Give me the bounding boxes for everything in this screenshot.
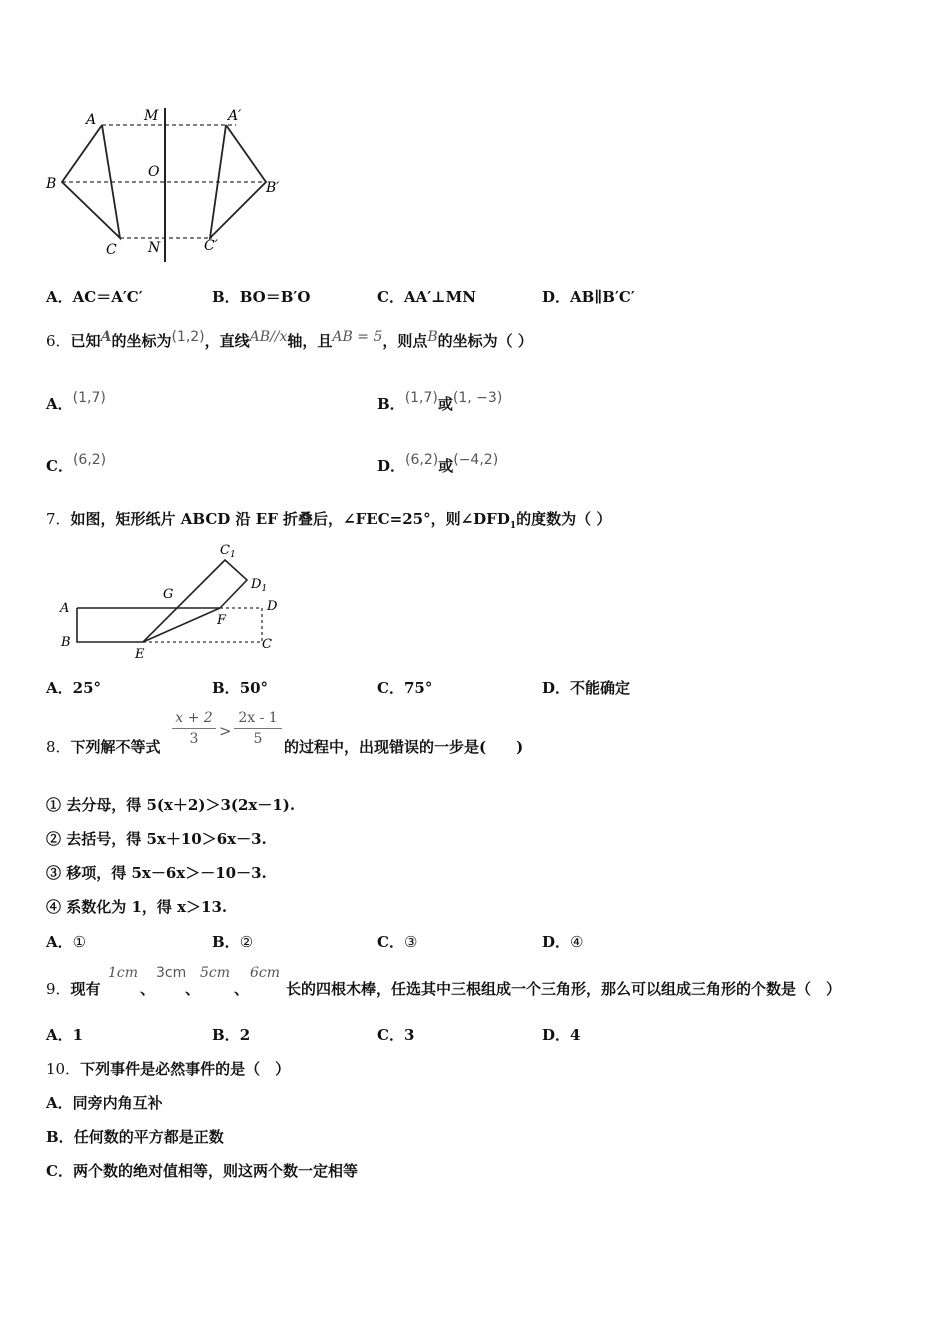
q8-fraction-1-den: 3 [189, 731, 199, 747]
q6-option-b[interactable] [377, 390, 503, 414]
q7-text-tail: 的度数为（ ） [516, 510, 612, 528]
q6-option-d-value-2: (−4,2) [453, 452, 499, 468]
q7-text: 如图，矩形纸片 ABCD 沿 EF 折叠后，∠FEC=25°，则∠DFD [70, 510, 510, 528]
q5-option-d-letter: D． [542, 288, 571, 306]
fig7-label-C: C [262, 637, 272, 652]
q6-option-d-value-1: (6,2) [405, 452, 439, 468]
q8-fraction-2 [234, 710, 282, 747]
q6-text-3: ，直线 [204, 332, 250, 350]
q10-option-c[interactable] [46, 1160, 358, 1181]
fig7-label-D1: $D_1$ [251, 577, 268, 594]
q9-option-b-text: 2 [239, 1026, 251, 1044]
q8-fraction-2-num: 2x - 1 [238, 710, 278, 726]
q9-option-b-letter: B． [212, 1026, 240, 1044]
q6-option-b-value-2: (1, −3) [452, 390, 503, 406]
q9-sep-2: 、 [185, 980, 201, 998]
q6-option-a-letter: A． [46, 395, 73, 413]
q7-option-a-text: 25° [72, 679, 102, 697]
fig7-label-B: B [61, 635, 71, 650]
fig7-label-C1: $C_1$ [220, 543, 236, 560]
q5-option-d[interactable] [542, 286, 635, 307]
q9-option-a-text: 1 [72, 1026, 84, 1044]
q9-number: 9． [46, 980, 71, 998]
q6-option-d[interactable] [377, 452, 499, 476]
q8-option-c-letter: C． [377, 933, 404, 951]
fig5-diagram [40, 100, 300, 270]
q7-number: 7． [46, 510, 71, 528]
fig5-label-C: C [106, 242, 117, 258]
q9-length-4: 6cm [250, 965, 281, 981]
q6-text-1: 已知 [70, 332, 101, 350]
q10-option-b-text: 任何数的平方都是正数 [73, 1128, 224, 1146]
q7-option-c-text: 75° [403, 679, 433, 697]
q8-option-b-text: ② [239, 933, 254, 951]
q10-text: 下列事件是必然事件的是（ ） [80, 1060, 291, 1078]
q6-math-A: A [100, 329, 112, 345]
q6-option-a[interactable] [46, 390, 106, 414]
q7-stem [46, 508, 611, 531]
fig5-label-N: N [148, 240, 161, 256]
q8-fraction-1-num: x + 2 [175, 710, 213, 726]
q10-option-a[interactable] [46, 1092, 163, 1113]
q6-math-B: B [427, 329, 438, 345]
q10-number: 10． [46, 1060, 81, 1078]
q9-option-a-letter: A． [46, 1026, 73, 1044]
q8-option-c-text: ③ [403, 933, 418, 951]
q5-option-c[interactable] [377, 286, 476, 307]
q9-stem-start [46, 978, 101, 999]
q8-step-2: ② 去括号，得 5x＋10＞6x－3. [46, 830, 267, 848]
q10-option-b-letter: B． [46, 1128, 74, 1146]
fig7-diagram [55, 540, 285, 665]
q6-option-b-value-1: (1,7) [404, 390, 438, 406]
q9-text-2: 长的四根木棒，任选其中三根组成一个三角形，那么可以组成三角形的个数是（ ） [286, 980, 842, 998]
q9-option-c-letter: C． [377, 1026, 404, 1044]
q6-math-length: AB = 5 [332, 329, 383, 345]
q10-option-b[interactable] [46, 1126, 224, 1147]
fig5-label-M: M [144, 108, 159, 124]
q7-option-c[interactable] [377, 677, 432, 698]
q7-option-b[interactable] [212, 677, 268, 698]
q9-option-d-text: 4 [570, 1026, 581, 1044]
fig7-label-D: D [267, 599, 278, 614]
q6-option-d-letter: D． [377, 457, 406, 475]
q8-fraction-1 [172, 710, 216, 747]
q9-length-2: 3cm [156, 965, 187, 981]
fig7-label-E: E [135, 647, 145, 662]
q5-option-a[interactable] [46, 286, 143, 307]
q9-option-d[interactable] [542, 1024, 580, 1045]
q6-math-line: AB//x [249, 329, 288, 345]
q7-option-b-letter: B． [212, 679, 240, 697]
q7-option-a-letter: A． [46, 679, 73, 697]
q5-option-c-text: AA′⊥MN [403, 288, 476, 306]
q5-option-d-text: AB∥B′C′ [570, 288, 635, 306]
q6-option-c-value: (6,2) [72, 452, 107, 468]
q6-text-6: 的坐标为（ ） [437, 332, 533, 350]
q8-option-b[interactable] [212, 931, 253, 952]
q8-option-d-text: ④ [570, 933, 584, 951]
fig5-label-B: B [46, 176, 57, 192]
q8-option-a-letter: A． [46, 933, 73, 951]
fig7-label-F: F [217, 613, 227, 628]
q9-option-b[interactable] [212, 1024, 250, 1045]
q9-option-a[interactable] [46, 1024, 83, 1045]
q5-option-a-letter: A． [46, 288, 73, 306]
q10-option-a-text: 同旁内角互补 [72, 1094, 163, 1112]
q6-number: 6． [46, 332, 71, 350]
q6-option-b-letter: B． [377, 395, 405, 413]
q8-option-b-letter: B． [212, 933, 240, 951]
q6-option-c[interactable] [46, 452, 107, 476]
q5-option-b-text: BO＝B′O [239, 288, 311, 306]
fig5-label-A2: A′ [228, 108, 242, 124]
q6-text-4: 轴，且 [287, 332, 333, 350]
q8-post: 的过程中，出现错误的一步是( ) [284, 738, 524, 756]
q6-text-5: ，则点 [382, 332, 428, 350]
q7-option-b-text: 50° [239, 679, 269, 697]
q9-sep-3: 、 [234, 980, 250, 998]
q7-option-d[interactable] [542, 677, 630, 698]
fig7-label-A: A [60, 601, 70, 616]
q8-number-pre [46, 736, 161, 757]
q5-option-b-letter: B． [212, 288, 240, 306]
fig5-label-O: O [148, 164, 160, 180]
q10-option-c-letter: C． [46, 1162, 73, 1180]
q9-option-c[interactable] [377, 1024, 414, 1045]
q8-option-d[interactable] [542, 931, 583, 952]
q7-text-sub: 1 [509, 521, 517, 531]
q6-math-coord: (1,2) [171, 329, 205, 345]
q6-option-d-or: 或 [438, 457, 454, 475]
q5-option-c-letter: C． [377, 288, 404, 306]
q10-stem [46, 1058, 290, 1079]
q7-option-d-text: 不能确定 [570, 679, 631, 697]
q8-pre: 下列解不等式 [70, 738, 161, 756]
q9-length-3: 5cm [200, 965, 231, 981]
fig5-label-A: A [86, 112, 97, 128]
q6-stem [46, 330, 533, 351]
q8-step-4: ④ 系数化为 1，得 x＞13. [46, 898, 228, 916]
q7-option-c-letter: C． [377, 679, 404, 697]
q9-sep-1: 、 [140, 980, 156, 998]
q8-option-c[interactable] [377, 931, 417, 952]
q8-step-1: ① 去分母，得 5(x＋2)＞3(2x－1). [46, 796, 296, 814]
q5-option-b[interactable] [212, 286, 310, 307]
q7-option-d-letter: D． [542, 679, 571, 697]
q7-option-a[interactable] [46, 677, 101, 698]
q6-option-a-value: (1,7) [72, 390, 106, 406]
q8-fraction-2-den: 5 [253, 731, 263, 747]
q9-option-d-letter: D． [542, 1026, 571, 1044]
q8-option-a[interactable] [46, 931, 86, 952]
q6-option-c-letter: C． [46, 457, 73, 475]
q8-option-a-text: ① [72, 933, 87, 951]
q8-option-d-letter: D． [542, 933, 571, 951]
q10-option-a-letter: A． [46, 1094, 73, 1112]
q10-option-c-text: 两个数的绝对值相等，则这两个数一定相等 [72, 1162, 358, 1180]
q9-option-c-text: 3 [403, 1026, 415, 1044]
q9-length-1: 1cm [108, 965, 139, 981]
fig5-label-B2: B′ [266, 180, 280, 196]
q8-step-3: ③ 移项，得 5x－6x＞－10－3. [46, 864, 267, 882]
fig5-label-C2: C′ [204, 238, 218, 254]
q5-option-a-text: AC＝A′C′ [72, 288, 143, 306]
q6-option-b-or: 或 [437, 395, 453, 413]
q8-number: 8． [46, 738, 71, 756]
fig7-label-G: G [163, 587, 174, 602]
q8-gt: > [219, 722, 232, 740]
q6-text-2: 的坐标为 [111, 332, 172, 350]
q9-text-1: 现有 [70, 980, 101, 998]
